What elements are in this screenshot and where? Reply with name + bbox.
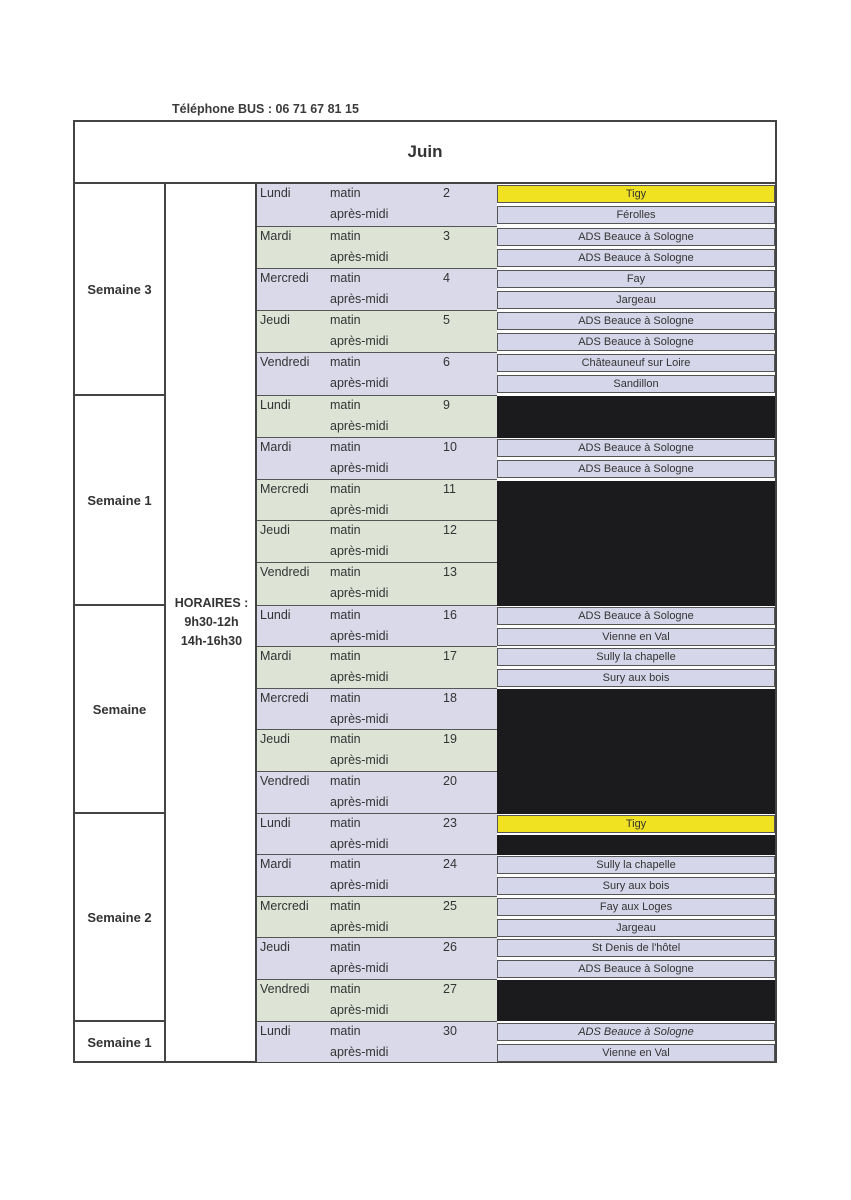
location-cell: ADS Beauce à Sologne bbox=[497, 460, 775, 478]
day-row bbox=[257, 980, 497, 1022]
day-number: 26 bbox=[443, 940, 457, 954]
hours-heading: HORAIRES : bbox=[174, 596, 249, 610]
day-name: Mercredi bbox=[260, 271, 309, 285]
day-row bbox=[257, 396, 497, 438]
day-number: 13 bbox=[443, 565, 457, 579]
location-cell: Sury aux bois bbox=[497, 669, 775, 687]
day-row bbox=[257, 897, 497, 938]
day-name: Jeudi bbox=[260, 523, 290, 537]
day-name: Jeudi bbox=[260, 940, 290, 954]
location-cell: Sury aux bois bbox=[497, 877, 775, 895]
morning-label: matin bbox=[330, 940, 361, 954]
blocked-cell bbox=[497, 481, 775, 606]
day-number: 23 bbox=[443, 816, 457, 830]
day-number: 11 bbox=[443, 482, 456, 496]
day-row bbox=[257, 772, 497, 814]
day-name: Lundi bbox=[260, 608, 291, 622]
location-cell: Sully la chapelle bbox=[497, 648, 775, 666]
day-name: Mardi bbox=[260, 229, 292, 243]
morning-label: matin bbox=[330, 186, 361, 200]
afternoon-label: après-midi bbox=[330, 503, 389, 517]
day-number: 27 bbox=[443, 982, 457, 996]
day-name: Lundi bbox=[260, 1024, 291, 1038]
day-number: 24 bbox=[443, 857, 457, 871]
afternoon-label: après-midi bbox=[330, 629, 389, 643]
day-name: Vendredi bbox=[260, 982, 310, 996]
afternoon-label: après-midi bbox=[330, 712, 389, 726]
morning-label: matin bbox=[330, 899, 361, 913]
day-number: 6 bbox=[443, 355, 450, 369]
location-cell: Jargeau bbox=[497, 919, 775, 937]
day-number: 4 bbox=[443, 271, 450, 285]
day-row bbox=[257, 353, 497, 396]
day-name: Lundi bbox=[260, 398, 291, 412]
location-cell: Vienne en Val bbox=[497, 1044, 775, 1062]
day-row bbox=[257, 814, 497, 855]
morning-label: matin bbox=[330, 732, 361, 746]
morning-label: matin bbox=[330, 565, 361, 579]
day-name: Lundi bbox=[260, 186, 291, 200]
blocked-cell bbox=[497, 396, 775, 438]
afternoon-label: après-midi bbox=[330, 419, 389, 433]
day-number: 12 bbox=[443, 523, 457, 537]
day-name: Vendredi bbox=[260, 774, 310, 788]
location-cell: ADS Beauce à Sologne bbox=[497, 333, 775, 351]
afternoon-label: après-midi bbox=[330, 1045, 389, 1059]
morning-label: matin bbox=[330, 523, 361, 537]
day-name: Mardi bbox=[260, 857, 292, 871]
day-row bbox=[257, 689, 497, 730]
location-cell: Sandillon bbox=[497, 375, 775, 393]
day-row bbox=[257, 438, 497, 480]
morning-label: matin bbox=[330, 313, 361, 327]
day-row bbox=[257, 184, 497, 227]
blocked-cell bbox=[497, 689, 775, 814]
morning-label: matin bbox=[330, 440, 361, 454]
morning-label: matin bbox=[330, 982, 361, 996]
week-label: Semaine 1 bbox=[75, 1022, 166, 1062]
location-cell: Tigy bbox=[497, 815, 775, 833]
day-name: Jeudi bbox=[260, 732, 290, 746]
day-number: 30 bbox=[443, 1024, 457, 1038]
bus-phone-number: Téléphone BUS : 06 71 67 81 15 bbox=[172, 102, 359, 116]
day-number: 2 bbox=[443, 186, 450, 200]
day-row bbox=[257, 730, 497, 772]
location-cell: ADS Beauce à Sologne bbox=[497, 312, 775, 330]
day-row bbox=[257, 938, 497, 980]
day-name: Mercredi bbox=[260, 482, 309, 496]
afternoon-label: après-midi bbox=[330, 961, 389, 975]
afternoon-label: après-midi bbox=[330, 207, 389, 221]
morning-label: matin bbox=[330, 355, 361, 369]
day-number: 5 bbox=[443, 313, 450, 327]
afternoon-label: après-midi bbox=[330, 878, 389, 892]
afternoon-label: après-midi bbox=[330, 250, 389, 264]
location-cell: Sully la chapelle bbox=[497, 856, 775, 874]
month-title: Juin bbox=[75, 122, 775, 184]
afternoon-label: après-midi bbox=[330, 795, 389, 809]
day-number: 3 bbox=[443, 229, 450, 243]
morning-label: matin bbox=[330, 482, 361, 496]
day-number: 18 bbox=[443, 691, 457, 705]
location-cell: Férolles bbox=[497, 206, 775, 224]
blocked-cell bbox=[497, 835, 775, 855]
day-name: Mardi bbox=[260, 649, 292, 663]
day-row bbox=[257, 480, 497, 521]
day-number: 20 bbox=[443, 774, 457, 788]
day-row bbox=[257, 521, 497, 563]
location-cell: Fay bbox=[497, 270, 775, 288]
location-cell: Jargeau bbox=[497, 291, 775, 309]
day-row bbox=[257, 311, 497, 353]
day-row bbox=[257, 269, 497, 311]
week-label: Semaine 2 bbox=[75, 814, 166, 1022]
location-cell: Fay aux Loges bbox=[497, 898, 775, 916]
day-row bbox=[257, 606, 497, 647]
day-number: 16 bbox=[443, 608, 457, 622]
afternoon-label: après-midi bbox=[330, 753, 389, 767]
afternoon-label: après-midi bbox=[330, 544, 389, 558]
hours-afternoon: 14h-16h30 bbox=[180, 634, 243, 648]
day-row bbox=[257, 855, 497, 897]
morning-label: matin bbox=[330, 649, 361, 663]
afternoon-label: après-midi bbox=[330, 670, 389, 684]
afternoon-label: après-midi bbox=[330, 1003, 389, 1017]
morning-label: matin bbox=[330, 691, 361, 705]
day-name: Vendredi bbox=[260, 355, 310, 369]
morning-label: matin bbox=[330, 774, 361, 788]
location-cell: ADS Beauce à Sologne bbox=[497, 439, 775, 457]
day-row bbox=[257, 647, 497, 689]
morning-label: matin bbox=[330, 857, 361, 871]
afternoon-label: après-midi bbox=[330, 920, 389, 934]
location-cell: ADS Beauce à Sologne bbox=[497, 607, 775, 625]
afternoon-label: après-midi bbox=[330, 334, 389, 348]
day-number: 17 bbox=[443, 649, 457, 663]
location-cell: Vienne en Val bbox=[497, 628, 775, 646]
day-name: Mercredi bbox=[260, 691, 309, 705]
morning-label: matin bbox=[330, 271, 361, 285]
morning-label: matin bbox=[330, 229, 361, 243]
day-number: 25 bbox=[443, 899, 457, 913]
location-cell: St Denis de l'hôtel bbox=[497, 939, 775, 957]
location-cell: ADS Beauce à Sologne bbox=[497, 228, 775, 246]
afternoon-label: après-midi bbox=[330, 376, 389, 390]
morning-label: matin bbox=[330, 608, 361, 622]
morning-label: matin bbox=[330, 816, 361, 830]
opening-hours bbox=[166, 594, 257, 651]
afternoon-label: après-midi bbox=[330, 586, 389, 600]
location-cell: ADS Beauce à Sologne bbox=[497, 1023, 775, 1041]
week-label: Semaine 1 bbox=[75, 396, 166, 606]
location-cell: Châteauneuf sur Loire bbox=[497, 354, 775, 372]
location-cell: Tigy bbox=[497, 185, 775, 203]
day-name: Vendredi bbox=[260, 565, 310, 579]
morning-label: matin bbox=[330, 1024, 361, 1038]
afternoon-label: après-midi bbox=[330, 292, 389, 306]
day-number: 9 bbox=[443, 398, 450, 412]
morning-label: matin bbox=[330, 398, 361, 412]
week-label: Semaine 3 bbox=[75, 184, 166, 396]
day-name: Lundi bbox=[260, 816, 291, 830]
day-number: 10 bbox=[443, 440, 457, 454]
week-label: Semaine bbox=[75, 606, 166, 814]
day-row bbox=[257, 563, 497, 606]
day-number: 19 bbox=[443, 732, 457, 746]
day-row bbox=[257, 1022, 497, 1062]
day-name: Jeudi bbox=[260, 313, 290, 327]
day-name: Mardi bbox=[260, 440, 292, 454]
location-cell: ADS Beauce à Sologne bbox=[497, 249, 775, 267]
day-row bbox=[257, 227, 497, 269]
blocked-cell bbox=[497, 980, 775, 1021]
location-cell: ADS Beauce à Sologne bbox=[497, 960, 775, 978]
afternoon-label: après-midi bbox=[330, 837, 389, 851]
hours-morning: 9h30-12h bbox=[184, 615, 239, 629]
day-name: Mercredi bbox=[260, 899, 309, 913]
afternoon-label: après-midi bbox=[330, 461, 389, 475]
